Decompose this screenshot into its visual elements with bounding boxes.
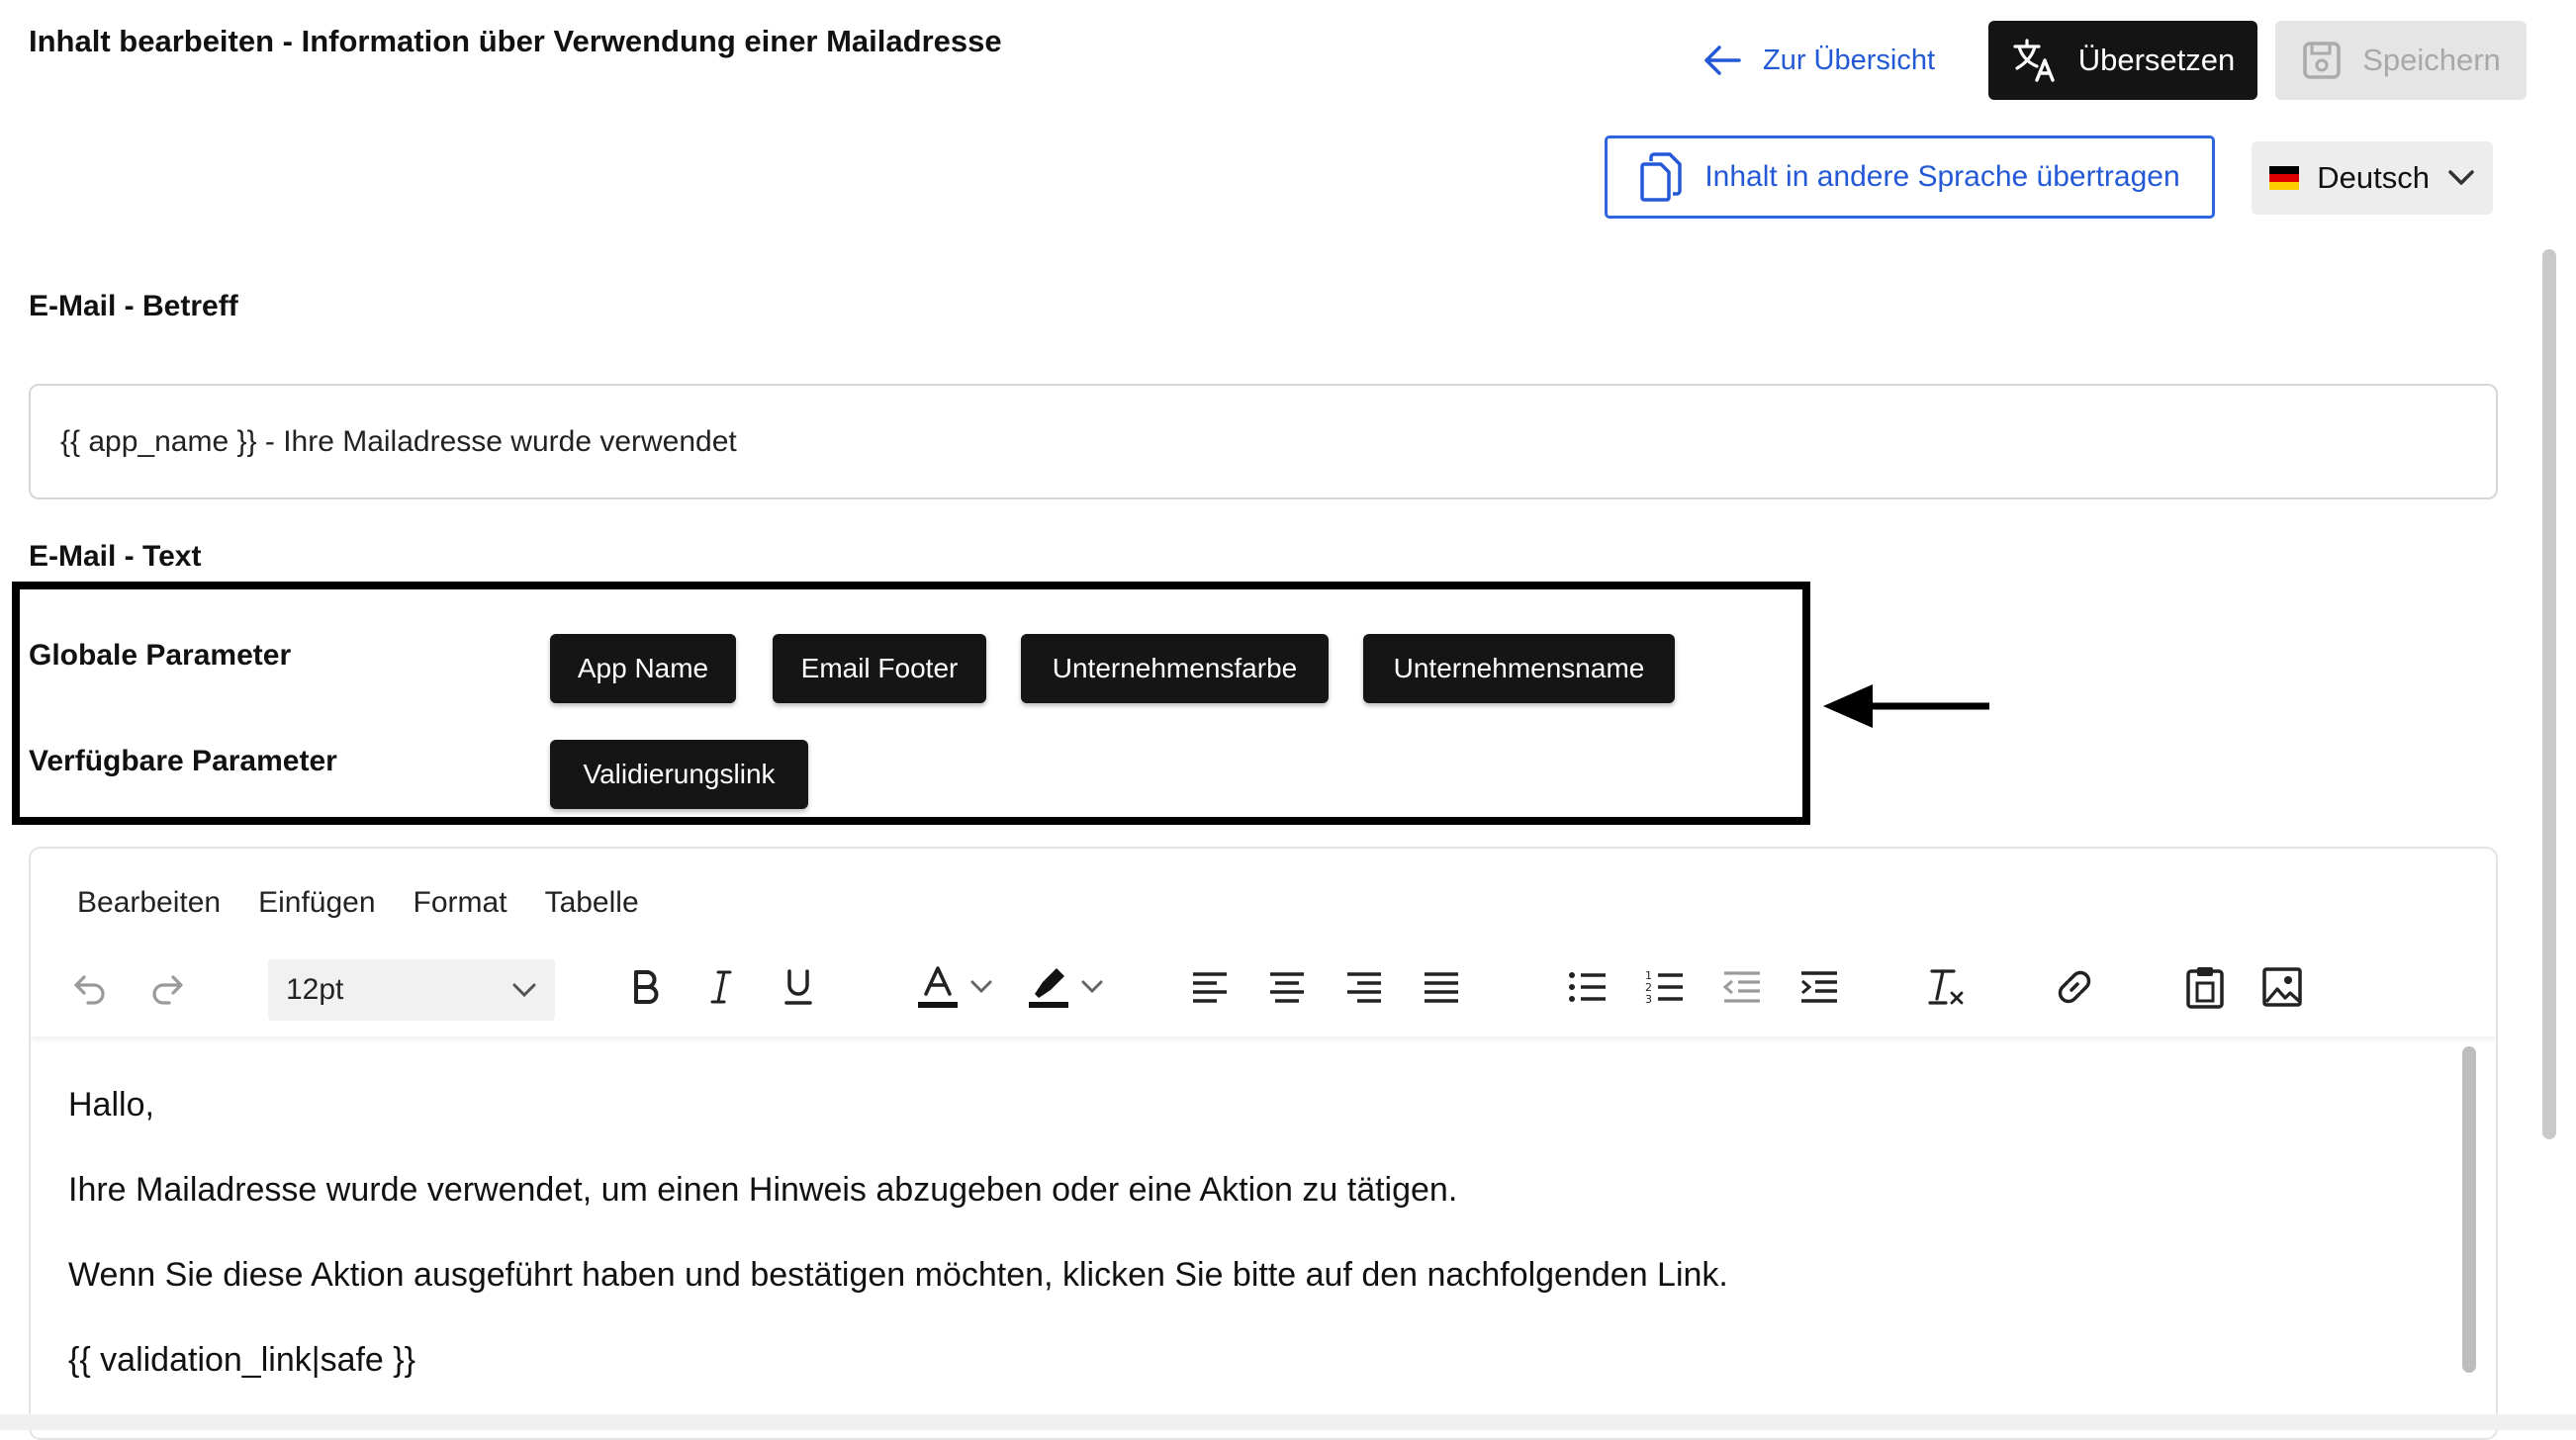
- param-chip-company-color[interactable]: Unternehmensfarbe: [1021, 634, 1329, 703]
- subject-value: {{ app_name }} - Ihre Mailadresse wurde verwendet: [60, 424, 737, 458]
- editor-scrollbar[interactable]: [2462, 1046, 2476, 1373]
- param-chip-email-footer[interactable]: Email Footer: [773, 634, 986, 703]
- svg-text:2: 2: [1645, 981, 1652, 994]
- body-label: E-Mail - Text: [29, 540, 202, 573]
- translate-icon: [2011, 37, 2059, 84]
- param-chip-app-name[interactable]: App Name: [550, 634, 736, 703]
- clear-formatting-icon[interactable]: [1924, 938, 1968, 1036]
- bold-icon[interactable]: [626, 938, 666, 1036]
- font-size-select[interactable]: [268, 959, 555, 1021]
- available-parameters-label: Verfügbare Parameter: [29, 745, 337, 777]
- global-parameters-label: Globale Parameter: [29, 639, 292, 672]
- redo-icon[interactable]: [145, 938, 189, 1036]
- editor-content[interactable]: [68, 1084, 1728, 1424]
- outdent-icon[interactable]: [1720, 938, 1764, 1036]
- back-label: Zur Übersicht: [1763, 44, 1936, 76]
- transfer-label: Inhalt in andere Sprache übertragen: [1704, 160, 2180, 193]
- chevron-down-icon: [511, 982, 537, 998]
- page-scrollbar[interactable]: [2542, 249, 2556, 1139]
- align-justify-icon[interactable]: [1420, 938, 1463, 1036]
- back-to-overview-link[interactable]: [1703, 36, 1935, 85]
- save-label: Speichern: [2362, 43, 2501, 77]
- undo-icon[interactable]: [68, 938, 112, 1036]
- save-icon: [2301, 40, 2343, 81]
- translate-button[interactable]: [1988, 21, 2257, 100]
- flag-de-icon: [2269, 166, 2299, 190]
- transfer-language-button[interactable]: [1605, 135, 2215, 219]
- content-paragraph: Hallo,: [68, 1086, 154, 1124]
- rich-text-editor[interactable]: [29, 847, 2498, 1440]
- chevron-down-icon: [1080, 979, 1104, 995]
- highlighter-icon: [1027, 964, 1070, 1010]
- menu-edit[interactable]: Bearbeiten: [77, 886, 222, 919]
- menu-insert[interactable]: Einfügen: [258, 886, 376, 919]
- italic-icon[interactable]: [701, 938, 741, 1036]
- content-paragraph: Ihre Mailadresse wurde verwendet, um einen Hinweis abzugeben oder eine Aktion zu tätigen.: [68, 1171, 1458, 1209]
- subject-input[interactable]: [29, 384, 2498, 499]
- align-center-icon[interactable]: [1265, 938, 1309, 1036]
- svg-text:1: 1: [1645, 969, 1652, 982]
- image-icon[interactable]: [2260, 938, 2304, 1036]
- param-chip-company-name[interactable]: Unternehmensname: [1363, 634, 1675, 703]
- content-paragraph: {{ validation_link|safe }}: [68, 1341, 415, 1379]
- highlight-color-button[interactable]: [1016, 938, 1115, 1036]
- page-title: Inhalt bearbeiten - Information über Verwendung einer Mailadresse: [29, 24, 1002, 58]
- font-size-value: 12pt: [286, 973, 344, 1006]
- align-right-icon[interactable]: [1342, 938, 1386, 1036]
- language-value: Deutsch: [2317, 160, 2430, 195]
- subject-label: E-Mail - Betreff: [29, 290, 238, 322]
- text-color-button[interactable]: [905, 938, 1004, 1036]
- annotation-arrow-left-icon: [1823, 682, 1991, 730]
- menu-table[interactable]: Tabelle: [544, 886, 639, 919]
- bullet-list-icon[interactable]: [1566, 938, 1610, 1036]
- content-paragraph: Wenn Sie diese Aktion ausgeführt haben und bestätigen möchten, klicken Sie bitte auf den nachfolgenden Link.: [68, 1256, 1728, 1294]
- chevron-down-icon: [2447, 169, 2475, 187]
- copy-icon: [1639, 151, 1683, 203]
- page-bottom-edge: [0, 1414, 2576, 1430]
- chevron-down-icon: [969, 979, 993, 995]
- paste-icon[interactable]: [2183, 938, 2227, 1036]
- menu-format[interactable]: Format: [413, 886, 507, 919]
- align-left-icon[interactable]: [1188, 938, 1232, 1036]
- svg-text:3: 3: [1645, 993, 1652, 1006]
- text-color-icon: [916, 964, 960, 1010]
- translate-label: Übersetzen: [2077, 43, 2236, 77]
- numbered-list-icon[interactable]: [1643, 938, 1687, 1036]
- parameters-highlight-box: [12, 582, 1810, 825]
- indent-icon[interactable]: [1797, 938, 1841, 1036]
- save-button[interactable]: [2275, 21, 2527, 100]
- underline-icon[interactable]: [779, 938, 818, 1036]
- link-icon[interactable]: [2053, 938, 2096, 1036]
- arrow-left-icon: [1703, 44, 1741, 77]
- editor-menubar: [77, 886, 639, 920]
- param-chip-validation-link[interactable]: Validierungslink: [550, 740, 808, 809]
- language-select[interactable]: [2252, 141, 2493, 215]
